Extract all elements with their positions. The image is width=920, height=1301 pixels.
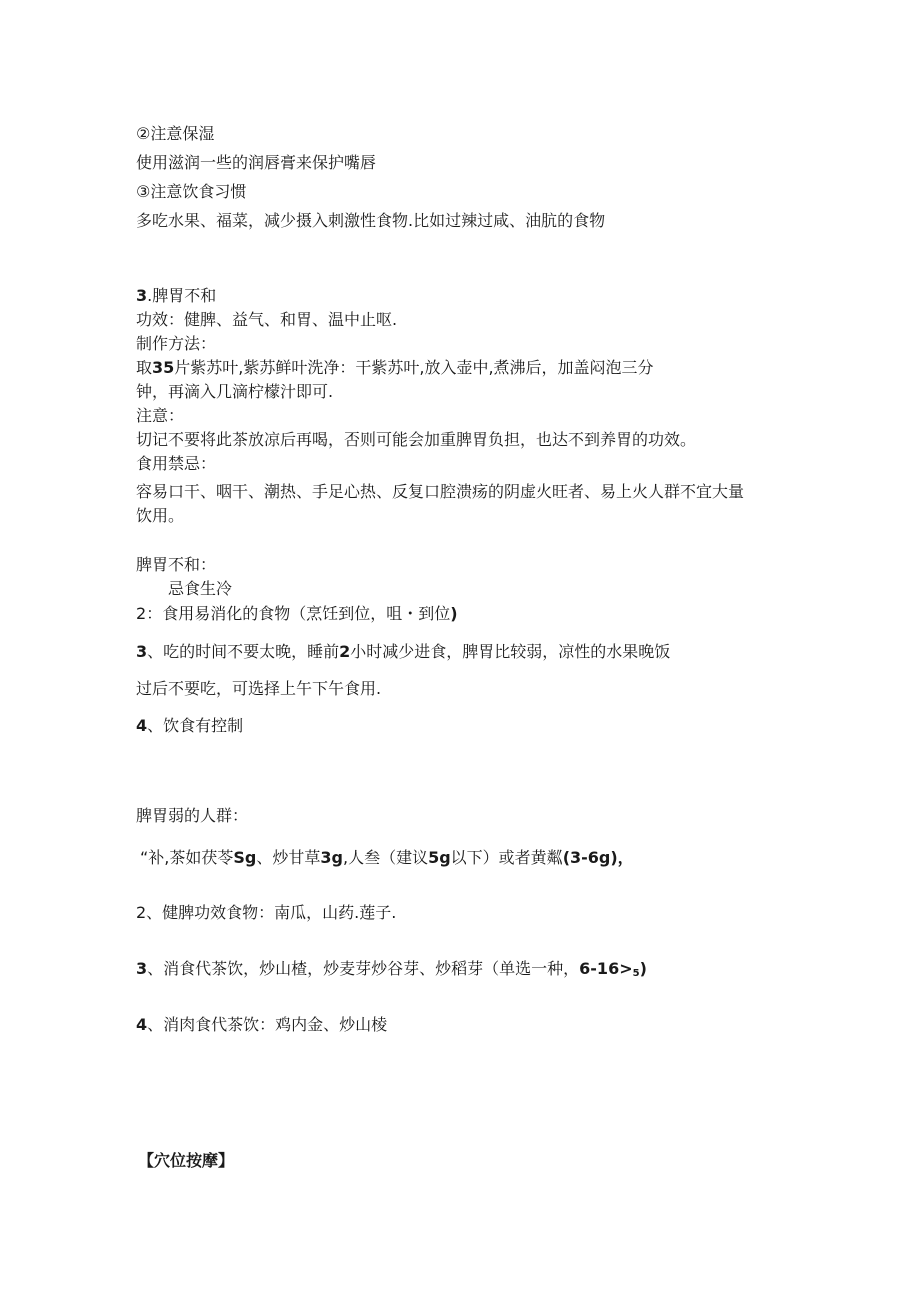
text-span: 3g <box>320 848 343 867</box>
text-span: 3 <box>136 959 148 978</box>
text-line <box>136 1015 387 1035</box>
text-line <box>136 334 216 354</box>
text-line <box>136 604 458 624</box>
text-span: 片紫苏叶,紫苏鲜叶洗净：干紫苏叶,放入壶中,煮沸后，加盖闷泡三分 <box>174 358 654 377</box>
text-span: 【穴位按摩】 <box>138 1151 235 1170</box>
text-line <box>140 848 634 868</box>
text-span: ) <box>639 959 647 978</box>
text-span: 、炒甘草 <box>256 848 321 867</box>
text-span: 小时减少进食，脾胃比较弱，凉性的水果晚饭 <box>350 642 671 661</box>
text-span: 2、健脾功效食物：南瓜，山药.莲子. <box>136 903 397 922</box>
text-span: ②注意保湿 <box>136 124 215 143</box>
text-span: 5 <box>632 968 640 979</box>
text-span: 、消食代茶饮，炒山楂，炒麦芽炒谷芽、炒稻芽（单选一种， <box>147 959 580 978</box>
text-span: 5g <box>428 848 451 867</box>
text-span: 4 <box>136 716 148 735</box>
text-line <box>136 642 670 662</box>
text-span: 6-16> <box>579 959 633 978</box>
text-line <box>136 430 696 450</box>
text-line <box>136 182 246 202</box>
text-line <box>136 310 397 330</box>
text-span: 3 <box>136 642 148 661</box>
text-line <box>136 406 184 426</box>
text-line <box>136 482 744 502</box>
text-span: 脾胃不和： <box>136 555 217 574</box>
text-line <box>168 579 232 599</box>
text-line <box>136 153 376 173</box>
text-span: .脾胃不和 <box>147 286 217 305</box>
text-span: ③注意饮食习惯 <box>136 182 247 201</box>
text-span: 取 <box>136 358 153 377</box>
text-span: 忌食生冷 <box>168 579 233 598</box>
text-span: 钟，再滴入几滴柠檬汁即可. <box>136 382 334 401</box>
text-span: 、吃的时间不要太晚，睡前 <box>147 642 340 661</box>
text-span: 过后不要吃，可选择上午下午食用. <box>136 679 382 698</box>
text-span: 多吃水果、福菜，减少摄入刺激性食物.比如过辣过咸、油肮的食物 <box>136 211 606 230</box>
text-span: “补,茶如茯苓 <box>140 848 234 867</box>
text-span: ,人叁（建议 <box>342 848 429 867</box>
text-span: Sg <box>233 848 257 867</box>
text-span: 、饮食有控制 <box>147 716 244 735</box>
text-span: ) <box>450 604 458 623</box>
text-line <box>136 903 396 923</box>
text-line <box>136 806 248 826</box>
text-line <box>136 211 605 231</box>
text-line <box>136 454 216 474</box>
text-line <box>136 124 214 144</box>
text-span: 食用禁忌： <box>136 454 217 473</box>
text-line <box>136 506 184 526</box>
text-span: 饮用。 <box>136 506 185 525</box>
text-span: ：食用易消化的食物（烹饪到位，咀・到位 <box>146 604 451 623</box>
text-span: 、消肉食代茶饮：鸡内金、炒山棱 <box>147 1015 388 1034</box>
section-heading <box>136 286 216 306</box>
text-line <box>136 959 647 984</box>
text-span: 脾胃弱的人群： <box>136 806 249 825</box>
text-span: 功效：健脾、益气、和胃、温中止呕. <box>136 310 398 329</box>
text-span: 2 <box>136 604 147 623</box>
text-span: (3-6g)， <box>562 848 634 867</box>
section-heading <box>138 1151 234 1171</box>
text-span: 制作方法： <box>136 334 217 353</box>
text-span: 3 <box>136 286 148 305</box>
text-line <box>136 679 381 699</box>
text-line <box>136 382 333 402</box>
text-line <box>136 358 654 378</box>
text-line <box>136 555 216 575</box>
text-span: 容易口干、咽干、潮热、手足心热、反复口腔溃疡的阴虚火旺者、易上火人群不宜大量 <box>136 482 745 501</box>
text-span: 切记不要将此茶放凉后再喝，否则可能会加重脾胃负担，也达不到养胃的功效。 <box>136 430 697 449</box>
text-span: 4 <box>136 1015 148 1034</box>
text-span: 35 <box>152 358 175 377</box>
text-span: 以下）或者黄粼 <box>450 848 563 867</box>
text-span: 2 <box>339 642 351 661</box>
text-span: 注意： <box>136 406 185 425</box>
text-span: 使用滋润一些的润唇膏来保护嘴唇 <box>136 153 377 172</box>
text-line <box>136 716 243 736</box>
